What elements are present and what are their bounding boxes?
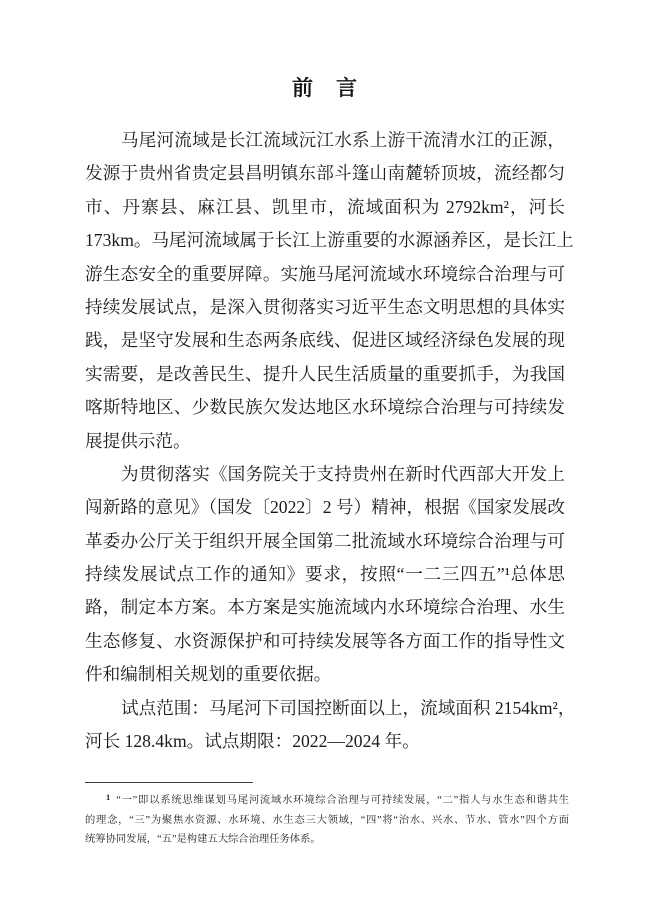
- text-line: 持续发展试点，是深入贯彻落实习近平生态文明思想的具体实: [85, 296, 565, 317]
- text-line: 市、丹寨县、麻江县、凯里市，流域面积为 2792km²，河长: [85, 196, 565, 217]
- footnote-text: “一”即以系统思维谋划马尾河流域水环境综合治理与可持续发展，“二”指人与水生态和谐共生: [116, 795, 569, 806]
- text-line: 河长 128.4km。试点期限：2022—2024 年。: [85, 731, 420, 752]
- paragraph-2: [85, 458, 565, 692]
- text-line: 路，制定本方案。本方案是实施流域内水环境综合治理、水生: [85, 597, 565, 618]
- text-line: 喀斯特地区、少数民族欠发达地区水环境综合治理与可持续发: [85, 397, 565, 418]
- text-line: 持续发展试点工作的通知》要求，按照“一二三四五”¹总体思: [85, 564, 565, 585]
- text-line: 展提供示范。: [85, 430, 191, 451]
- paragraph-1: [85, 124, 574, 458]
- text-line: 件和编制相关规划的重要依据。: [85, 664, 332, 685]
- text-line: 实需要，是改善民生、提升人民生活质量的重要抓手，为我国: [85, 363, 565, 384]
- text-line: 试点范围：马尾河下司国控断面以上，流域面积 2154km²，: [121, 697, 576, 718]
- footnote-separator: [85, 782, 253, 783]
- text-line: 践，是坚守发展和生态两条底线、促进区域经济绿色发展的现: [85, 330, 565, 351]
- text-line: 生态修复、水资源保护和可持续发展等各方面工作的指导性文: [85, 630, 565, 651]
- text-line: 173km。马尾河流域属于长江上游重要的水源涵养区，是长江上: [85, 230, 574, 251]
- text-line: 闯新路的意见》（国发〔2022〕2 号）精神，根据《国家发展改: [85, 497, 565, 518]
- text-line: 马尾河流域是长江流域沅江水系上游干流清水江的正源，: [121, 130, 565, 150]
- text-line: 发源于贵州省贵定县昌明镇东部斗篷山南麓轿顶坡，流经都匀: [85, 163, 565, 184]
- document-body: [85, 124, 576, 758]
- text-line: 游生态安全的重要屏障。实施马尾河流域水环境综合治理与可: [85, 263, 565, 284]
- footnote-line: 的理念，“三”为聚焦水资源、水环境、水生态三大领域，“四”将“治水、兴水、节水、管水”四个方面: [85, 814, 569, 826]
- footnote: [85, 782, 569, 850]
- text-line: 为贯彻落实《国务院关于支持贵州在新时代西部大开发上: [121, 463, 565, 484]
- page-title: 前 言: [292, 76, 358, 100]
- footnote-line: 统筹协同发展，“五”是构建五大综合治理任务体系。: [85, 834, 321, 846]
- text-line: 革委办公厅关于组织开展全国第二批流域水环境综合治理与可: [85, 530, 565, 551]
- paragraph-3: [85, 692, 576, 759]
- footnote-line: [85, 788, 569, 811]
- footnote-marker: 1: [106, 792, 111, 802]
